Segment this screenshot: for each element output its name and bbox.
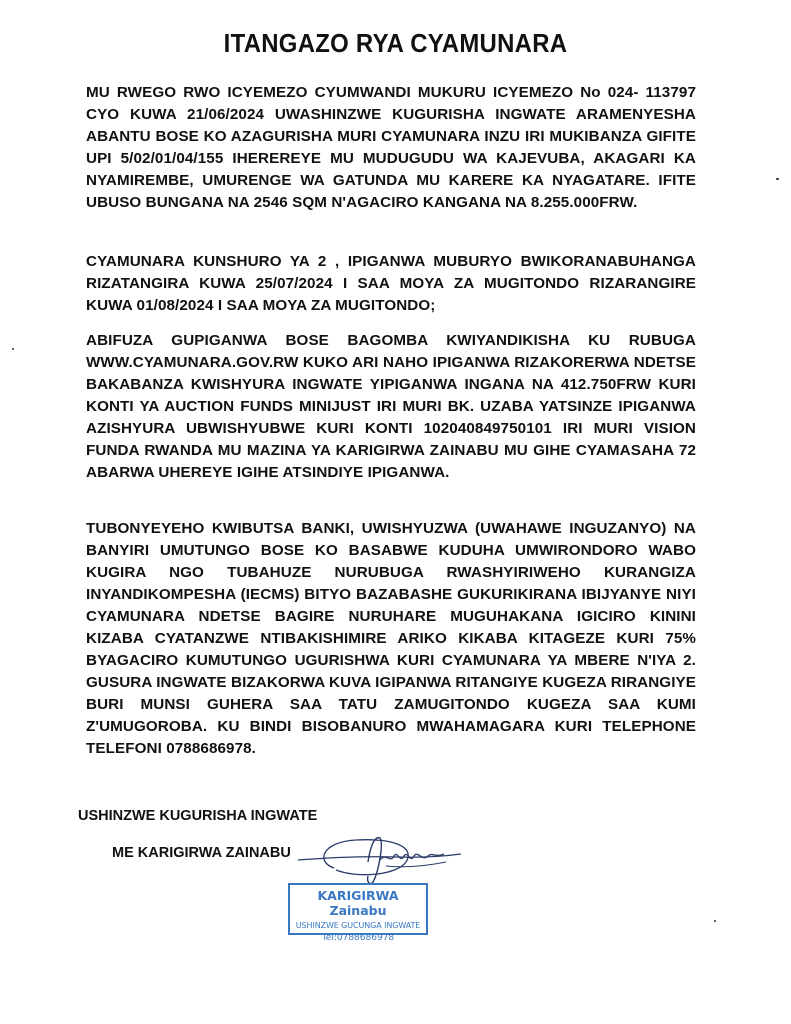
stamp-name: KARIGIRWA Zainabu <box>317 888 399 918</box>
stamp-role: USHINZWE GUCUNGA INGWATE <box>295 921 421 930</box>
signer-name: ME KARIGIRWA ZAINABU <box>112 845 291 861</box>
paragraph-auction-dates: CYAMUNARA KUNSHURO YA 2 , IPIGANWA MUBURYO BWIKORANABUHANGA RIZATANGIRA KUWA 25/07/2024 I SAA MOYA ZA MUGITONDO RIZARANGIRE KUWA 01/08/2024 I SAA MOYA ZA MUGITONDO; <box>86 253 696 314</box>
scan-speck <box>12 348 14 350</box>
scan-speck <box>776 178 779 180</box>
official-stamp <box>288 883 428 943</box>
document-title: ITANGAZO RYA CYAMUNARA <box>223 28 568 58</box>
stamp-phone: Tel:0788686978 <box>321 933 395 943</box>
scan-speck <box>714 920 716 922</box>
paragraph-registration: ABIFUZA GUPIGANWA BOSE BAGOMBA KWIYANDIKISHA KU RUBUGA WWW.CYAMUNARA.GOV.RW KUKO ARI NAHO IPIGANWA RIZAKORERWA NDETSE BAKABANZA KWISHYURA INGWATE YIPIGANWA INGANA NA 412.750FRW KURI KONTI YA AUCTION FUNDS MINIJUST IRI MURI BK. UZABA YATSINZE IPIGANWA AZISHYURA UBWISHYUBWE KURI KONTI 102040849750101 IRI MURI VISION FUNDA RWANDA MU MAZINA YA KARIGIRWA ZAINABU MU GIHE CYAMASAHA 72 ABARWA UHEREYE IGIHE ATSINDIYE IPIGANWA. <box>86 332 696 481</box>
paragraph-reminder: TUBONYEYEHO KWIBUTSA BANKI, UWISHYUZWA (UWAHAWE INGUZANYO) NA BANYIRI UMUTUNGO BOSE KO BASABWE KUDUHA UMWIRONDORO WABO KUGIRA NGO TUBAHUZE NURUBUGA RWASHYIRIWEHO KURANGIZA INYANDIKOMPESHA (IECMS) BITYO BAZABASHE GUKURIKIRANA IBIJYANYE NIYI CYAMUNARA NDETSE BAGIRE NURUHARE MUGUHAKANA IGICIRO KININI KIZABA CYATANZWE NTIBAKISHIMIRE ARIKO KIKABA KITAGEZE KURI 75% BYAGACIRO KUMUTUNGO UGURISHWA KURI CYAMUNARA YA MBERE N'IYA 2. GUSURA INGWATE BIZAKORWA KUVA IGIPANWA RITANGIYE KUGEZA RIRANGIYE BURI MUNSI GUHERA SAA TATU ZAMUGITONDO KUGEZA SAA KUMI Z'UMUGOROBA. KU BINDI BISOBANURO MWAHAMAGARA KURI TELEPHONE TELEFONI 0788686978. <box>86 520 696 757</box>
paragraph-court-order: MU RWEGO RWO ICYEMEZO CYUMWANDI MUKURU ICYEMEZO No 024- 113797 CYO KUWA 21/06/2024 UWASHINZWE KUGURISHA INGWATE ARAMENYESHA ABANTU BOSE KO AZAGURISHA MURI CYAMUNARA INZU IRI MUKIBANZA GIFITE UPI 5/02/01/04/155 IHEREREYE MU MUDUGUDU WA KAJEVUBA, AKAGARI KA NYAMIREMBE, UMURENGE WA GATUNDA MU KARERE KA NYAGATARE. IFITE UBUSO BUNGANA NA 2546 SQM N'AGACIRO KANGANA NA 8.255.000FRW. <box>86 84 696 211</box>
closing-title: USHINZWE KUGURISHA INGWATE <box>78 808 318 824</box>
